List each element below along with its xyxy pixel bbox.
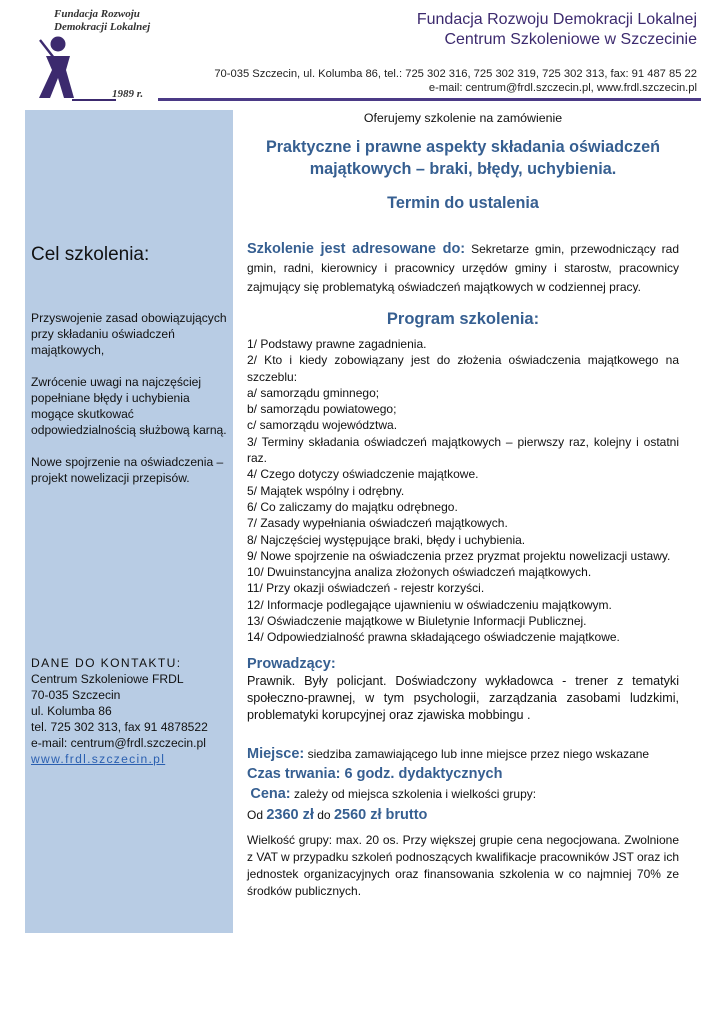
lead-heading: Prowadzący:: [247, 655, 336, 672]
logo-year: 1989 r.: [112, 88, 144, 100]
contact-line: ul. Kolumba 86: [31, 704, 112, 718]
logo-title-line1: Fundacja Rozwoju: [54, 8, 140, 20]
contact-line: 70-035 Szczecin: [31, 688, 121, 702]
price-min: 2360 zł: [266, 806, 314, 823]
program-item: 2/ Kto i kiedy zobowiązany jest do złożenia oświadczenia majątkowego na szczeblu:: [247, 353, 679, 384]
program-item: 13/ Oświadczenie majątkowe w Biuletynie Informacji Publicznej.: [247, 614, 587, 629]
goal-item: Nowe spojrzenie na oświadczenia – projekt nowelizacji przepisów.: [31, 455, 224, 485]
program-item: 3/ Terminy składania oświadczeń majątkowych – pierwszy raz, kolejny i ostatni raz.: [247, 434, 679, 466]
program-item: b/ samorządu powiatowego;: [247, 402, 397, 417]
logo-title: [54, 8, 150, 34]
program-list: [247, 336, 679, 646]
offer-line: Oferujemy szkolenie na zamówienie: [363, 111, 563, 125]
audience-text: Sekretarze gmin, przewodniczący rad gmin, radni, kierownicy i pracownicy urzędów gminy i starostw, pracownicy zajmujący się problematyką oświadczeń majątkowych w codziennej pracy.: [247, 242, 679, 294]
org-name-line1: Fundacja Rozwoju Demokracji Lokalnej: [416, 11, 697, 28]
contact-line: tel. 725 302 313, fax 91 4878522: [31, 720, 208, 734]
sidebar-heading: Cel szkolenia:: [31, 244, 150, 265]
program-item: 11/ Przy okazji oświadczeń - rejestr korzyści.: [247, 581, 485, 596]
program-item: a/ samorządu gminnego;: [247, 385, 380, 400]
duration-line: Czas trwania: 6 godz. dydaktycznych: [247, 765, 503, 782]
program-item: 8/ Najczęściej występujące braki, błędy i uchybienia.: [247, 532, 526, 547]
place-label: Miejsce:: [247, 745, 305, 762]
price-text: zależy od miejsca szkolenia i wielkości grupy:: [290, 786, 537, 801]
org-address: [214, 67, 697, 95]
price-max: 2560 zł brutto: [333, 806, 428, 823]
program-item: 7/ Zasady wypełniania oświadczeń majątkowych.: [247, 516, 508, 531]
training-title-line2: majątkowych – braki, błędy, uchybienia.: [309, 160, 617, 178]
training-title-line1: Praktyczne i prawne aspekty składania oświadczeń: [265, 138, 661, 156]
program-item: 10/ Dwuinstancyjna analiza złożonych oświadczeń majątkowych.: [247, 565, 592, 580]
main-content: [247, 110, 679, 900]
contact-line: Centrum Szkoleniowe FRDL: [31, 672, 184, 686]
program-heading: Program szkolenia:: [386, 310, 540, 328]
place-line: [247, 744, 679, 764]
program-item: 4/ Czego dotyczy oświadczenie majątkowe.: [247, 467, 479, 482]
price-to: do: [313, 807, 334, 822]
contact-heading: DANE DO KONTAKTU:: [31, 656, 182, 670]
training-term: Termin do ustalenia: [387, 194, 539, 212]
logo-title-line2: Demokracji Lokalnej: [54, 21, 151, 33]
org-name: [417, 10, 697, 50]
price-line: [247, 784, 679, 804]
program-item: 12/ Informacje podlegające ujawnieniu w oświadczeniu majątkowym.: [247, 597, 612, 612]
header-divider: [158, 98, 701, 101]
program-item: 9/ Nowe spojrzenie na oświadczenia przez pryzmat projektu nowelizacji ustawy.: [247, 548, 671, 563]
program-item: 1/ Podstawy prawne zagadnienia.: [247, 337, 427, 351]
training-title: [247, 136, 679, 180]
audience-paragraph: [247, 240, 679, 297]
sidebar-panel: [25, 110, 233, 933]
price-from: Od: [247, 807, 267, 822]
goal-item: Zwrócenie uwagi na najczęściej popełniane błędy i uchybienia mogące skutkować odpowiedzialnością służbową karną.: [31, 375, 227, 437]
price-label: Cena:: [250, 785, 291, 802]
org-address-line1: 70-035 Szczecin, ul. Kolumba 86, tel.: 725 302 316, 725 302 319, 725 302 313, fax: 91 487 85 22: [214, 68, 697, 80]
program-item: 14/ Odpowiedzialność prawna składającego oświadczenie majątkowe.: [247, 630, 620, 645]
contact-email: e-mail: centrum@frdl.szczecin.pl: [31, 736, 206, 750]
contact-block: [31, 655, 231, 767]
program-item: 6/ Co zaliczamy do majątku odrębnego.: [247, 499, 458, 514]
training-goals: [31, 310, 227, 502]
goal-item: Przyswojenie zasad obowiązujących przy składaniu oświadczeń majątkowych,: [31, 311, 227, 357]
program-item: c/ samorządu województwa.: [247, 418, 398, 433]
lead-text: Prawnik. Były policjant. Doświadczony wykładowca - trener z tematyki społeczno-prawnej, w tym psychologii, zarządzania zasobami ludzkimi, problematyki korupcyjnej oraz zjawiska mobbingu .: [247, 673, 679, 722]
website-link[interactable]: www.frdl.szczecin.pl: [31, 752, 166, 766]
audience-label: Szkolenie jest adresowane do:: [247, 241, 466, 257]
place-text: siedziba zamawiającego lub inne miejsce przez niego wskazane: [304, 746, 650, 761]
org-name-line2: Centrum Szkoleniowe w Szczecinie: [444, 31, 697, 48]
foundation-logo-icon: [36, 36, 116, 106]
notes-paragraph: Wielkość grupy: max. 20 os. Przy większej grupie cena negocjowana. Zwolnione z VAT w przypadku szkoleń podnoszących kwalifikacje pracowników JST oraz ich jednostek organizacyjnych oraz finansowania szkolenia w co najmniej 70% ze środków publicznych.: [247, 832, 679, 898]
org-address-line2: e-mail: centrum@frdl.szczecin.pl, www.frdl.szczecin.pl: [428, 82, 697, 94]
program-item: 5/ Majątek wspólny i odrębny.: [247, 483, 405, 498]
price-range: [247, 804, 679, 826]
